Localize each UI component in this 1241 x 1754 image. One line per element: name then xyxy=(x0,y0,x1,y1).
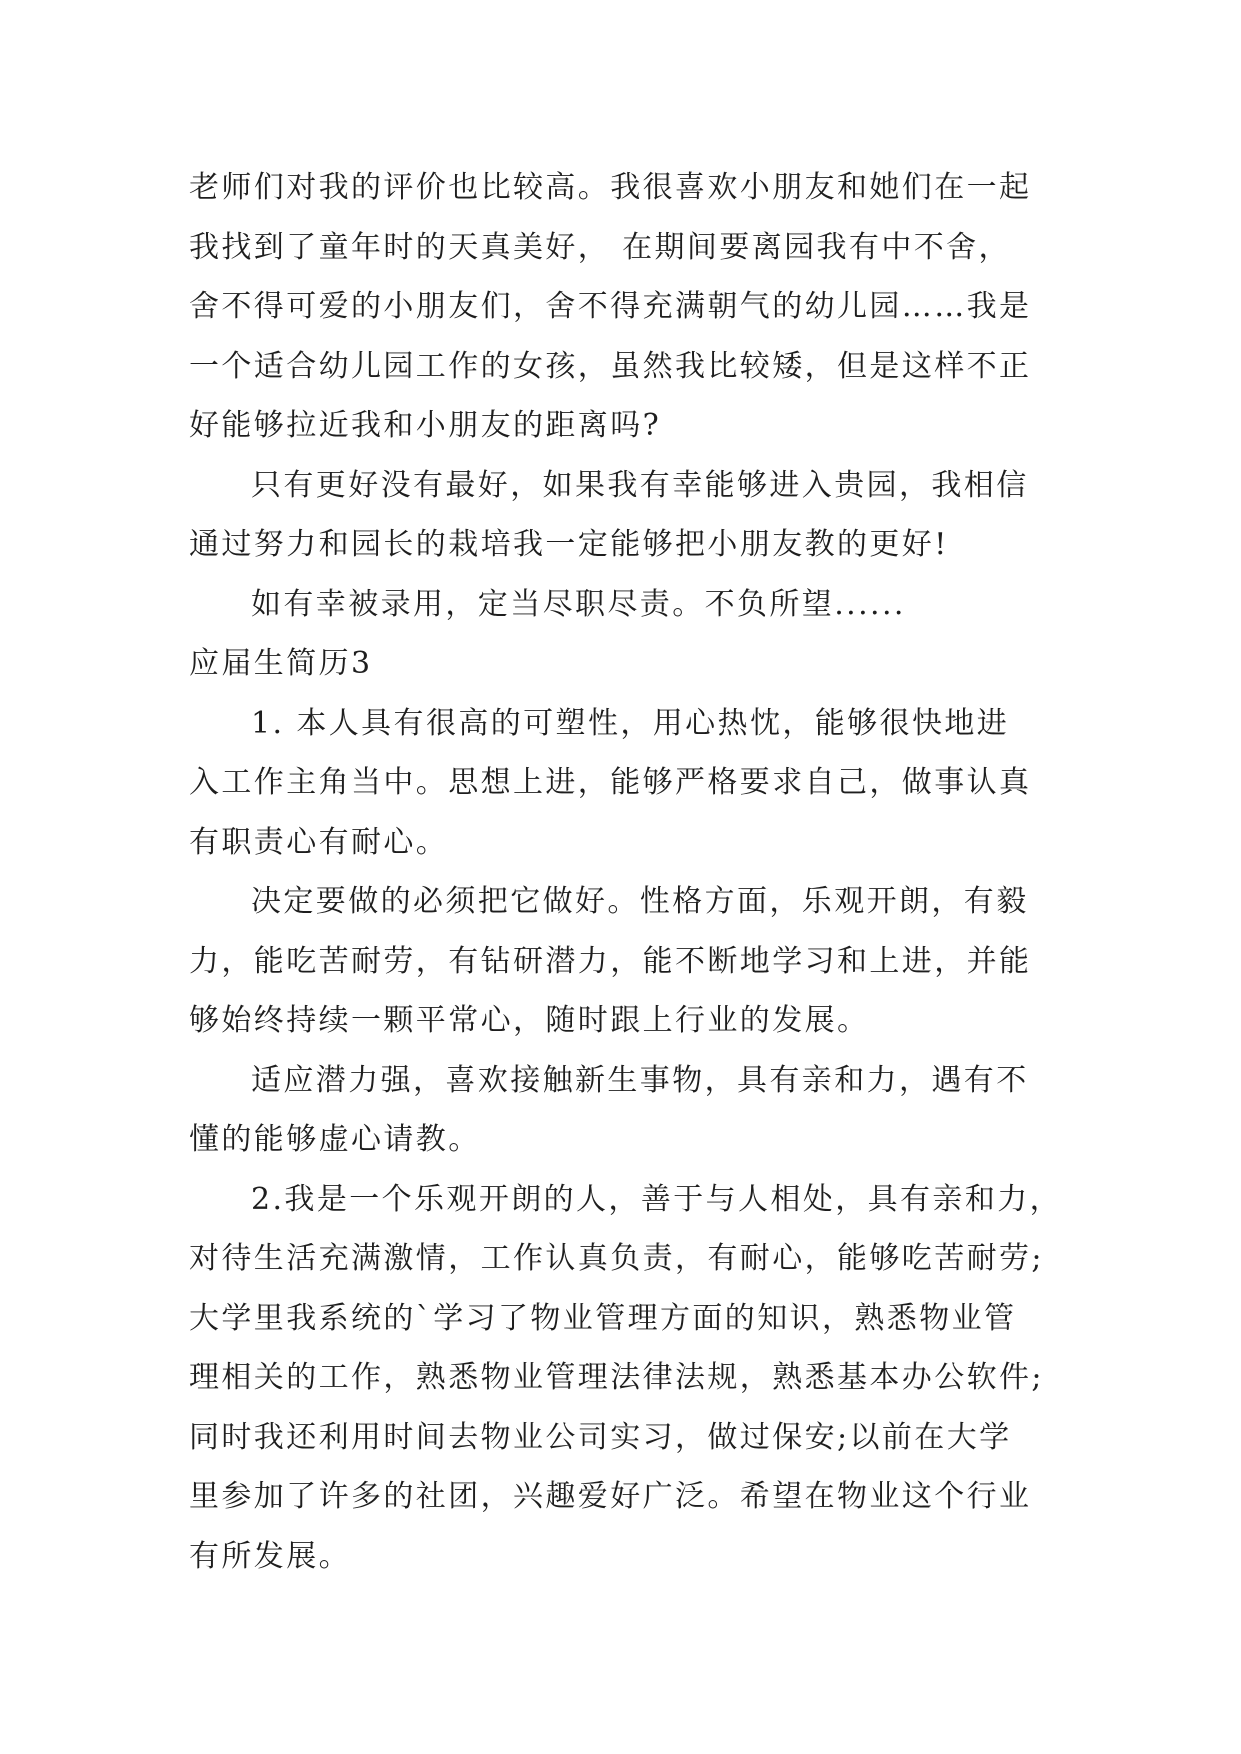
text-line: 有职责心有耐心。 xyxy=(189,824,449,860)
text-line: 我找到了童年时的天真美好， 在期间要离园我有中不舍， xyxy=(189,229,1011,265)
section-heading: 应届生简历3 xyxy=(189,646,373,681)
text-line: 同时我还利用时间去物业公司实习，做过保安;以前在大学 xyxy=(189,1419,1012,1455)
text-line: 对待生活充满激情，工作认真负责，有耐心，能够吃苦耐劳; xyxy=(189,1241,1044,1276)
text-line: 决定要做的必须把它做好。性格方面，乐观开朗，有毅 xyxy=(251,884,1029,919)
text-line: 大学里我系统的`学习了物业管理方面的知识，熟悉物业管 xyxy=(189,1300,1017,1336)
text-line: 如有幸被录用，定当尽职尽责。不负所望...... xyxy=(251,586,906,622)
text-line: 老师们对我的评价也比较高。我很喜欢小朋友和她们在一起 xyxy=(189,170,1032,205)
text-line: 好能够拉近我和小朋友的距离吗? xyxy=(189,408,662,443)
text-line: 够始终持续一颗平常心，随时跟上行业的发展。 xyxy=(189,1003,870,1038)
text-line: 通过努力和园长的栽培我一定能够把小朋友教的更好! xyxy=(189,527,949,562)
text-line: 一个适合幼儿园工作的女孩，虽然我比较矮，但是这样不正 xyxy=(189,348,1032,384)
text-line: 1. 本人具有很高的可塑性，用心热忱，能够很快地进 xyxy=(251,705,1010,741)
text-line: 理相关的工作，熟悉物业管理法律法规，熟悉基本办公软件; xyxy=(189,1360,1044,1395)
text-line: 力，能吃苦耐劳，有钻研潜力，能不断地学习和上进，并能 xyxy=(189,943,1032,979)
text-line: 懂的能够虚心请教。 xyxy=(189,1122,481,1157)
document-body xyxy=(189,158,1063,1586)
text-line: 2.我是一个乐观开朗的人，善于与人相处，具有亲和力， xyxy=(251,1181,1063,1217)
text-line: 里参加了许多的社团，兴趣爱好广泛。希望在物业这个行业 xyxy=(189,1479,1032,1514)
text-line: 适应潜力强，喜欢接触新生事物，具有亲和力，遇有不 xyxy=(251,1062,1029,1098)
text-line: 有所发展。 xyxy=(189,1538,351,1574)
text-line: 只有更好没有最好，如果我有幸能够进入贵园，我相信 xyxy=(251,467,1029,503)
text-line: 入工作主角当中。思想上进，能够严格要求自己，做事认真 xyxy=(189,765,1032,800)
text-line: 舍不得可爱的小朋友们，舍不得充满朝气的幼儿园……我是 xyxy=(189,289,1032,324)
